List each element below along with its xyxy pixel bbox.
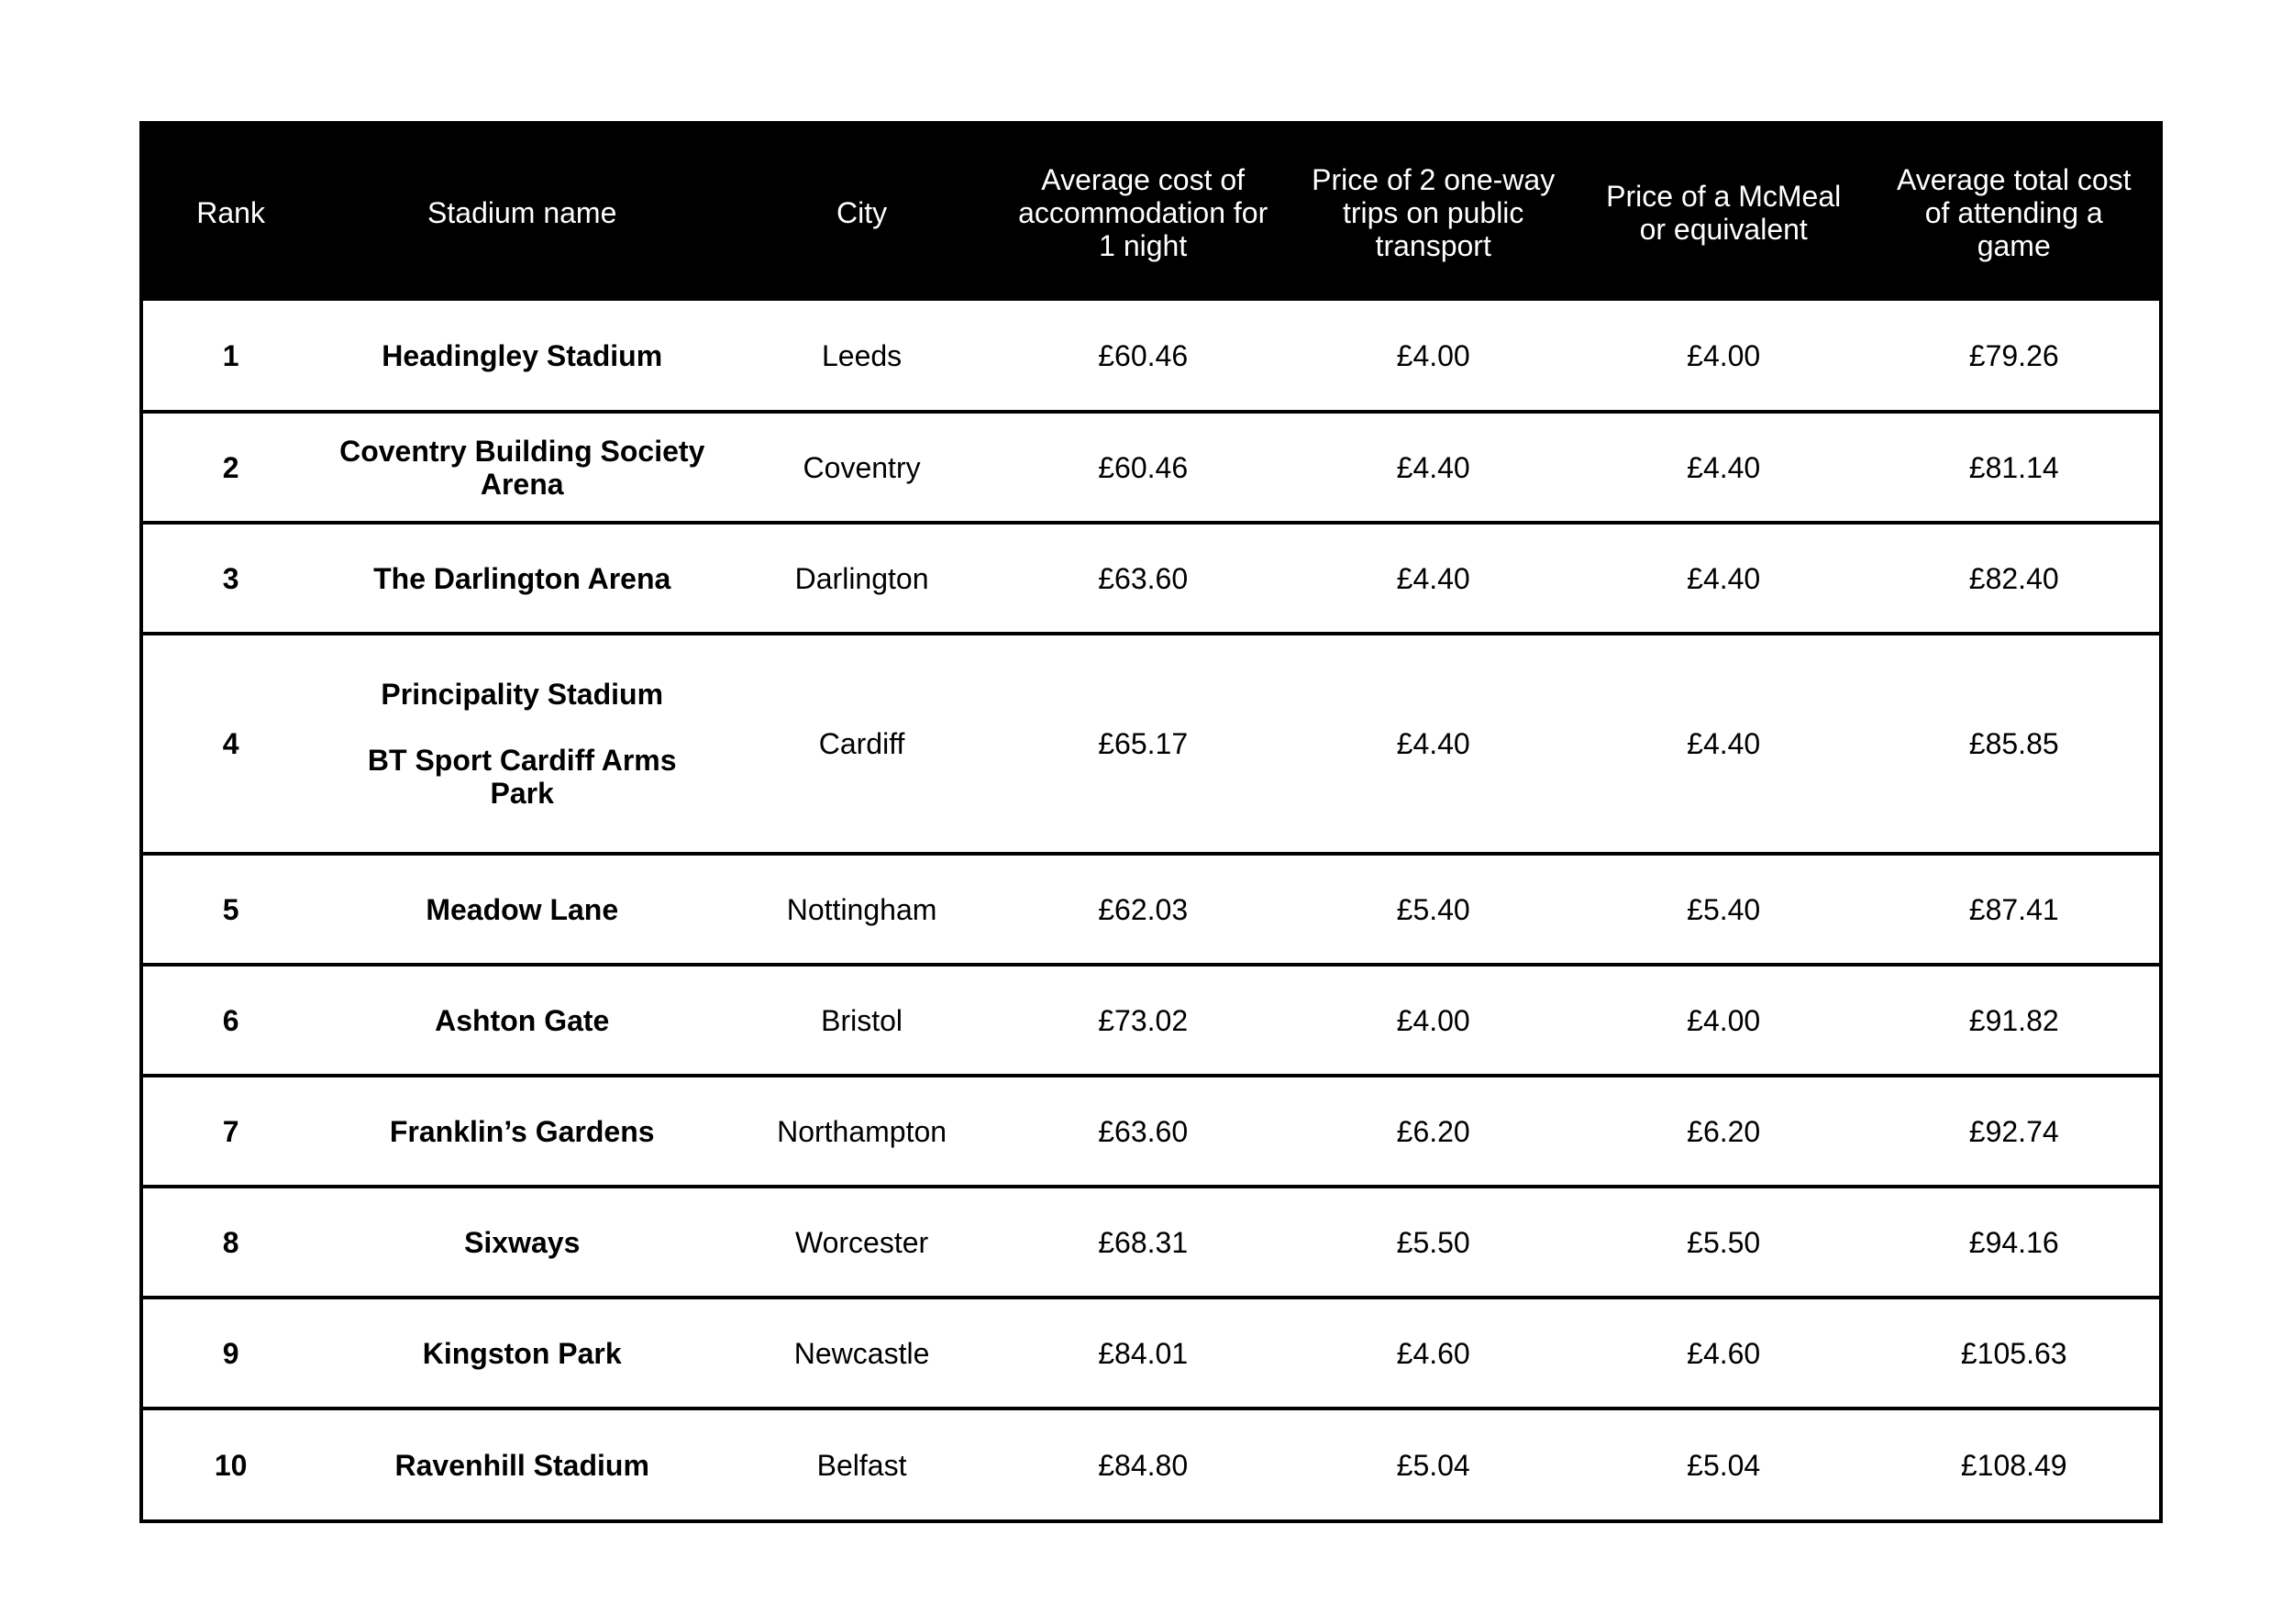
total-cell: £92.74	[1968, 1114, 2059, 1148]
stadium-cell: Ravenhill Stadium	[394, 1448, 649, 1482]
total-cell: £81.14	[1968, 450, 2059, 484]
table-row	[143, 523, 2159, 634]
table-row	[143, 1409, 2159, 1519]
transport-cell: £4.00	[1396, 1003, 1470, 1037]
stadium-cell: Headingley Stadium	[382, 338, 663, 372]
city-cell: Newcastle	[793, 1336, 930, 1370]
meal-cell: £5.40	[1687, 892, 1761, 926]
meal-cell: £4.40	[1687, 450, 1761, 484]
rank-cell: 10	[214, 1448, 248, 1482]
stadium-cell: Ashton Gate	[435, 1003, 610, 1037]
stadium-cell: Kingston Park	[422, 1336, 622, 1370]
city-cell: Leeds	[821, 338, 903, 372]
city-cell: Northampton	[777, 1114, 947, 1148]
meal-cell: £5.50	[1687, 1225, 1761, 1259]
rank-cell: 1	[222, 338, 239, 372]
rank-cell: 9	[222, 1336, 239, 1370]
total-cell: £108.49	[1960, 1448, 2067, 1482]
transport-cell: £4.00	[1396, 338, 1470, 372]
accommodation-cell: £63.60	[1098, 561, 1189, 595]
total-cell: £94.16	[1968, 1225, 2059, 1259]
accommodation-cell: £60.46	[1098, 450, 1189, 484]
rank-cell: 8	[222, 1225, 239, 1259]
table-header	[143, 125, 2159, 301]
accommodation-cell: £68.31	[1098, 1225, 1189, 1259]
total-cell: £85.85	[1968, 727, 2059, 760]
rank-cell: 4	[222, 727, 239, 760]
transport-cell: £5.50	[1396, 1225, 1470, 1259]
accommodation-cell: £60.46	[1098, 338, 1189, 372]
table-row	[143, 301, 2159, 412]
meal-cell: £5.04	[1687, 1448, 1761, 1482]
city-cell: Darlington	[794, 561, 929, 595]
transport-cell: £5.04	[1396, 1448, 1470, 1482]
accommodation-cell: £73.02	[1098, 1003, 1189, 1037]
header-city: City	[836, 196, 888, 229]
rank-cell: 5	[222, 892, 239, 926]
stadium-cell: Coventry Building Society Arena	[339, 434, 705, 501]
city-cell: Cardiff	[818, 727, 905, 760]
total-cell: £87.41	[1968, 892, 2059, 926]
header-row	[143, 125, 2159, 301]
city-cell: Coventry	[803, 450, 921, 484]
transport-cell: £4.40	[1396, 727, 1470, 760]
accommodation-cell: £65.17	[1098, 727, 1189, 760]
stadium-cell: Franklin’s Gardens	[389, 1114, 655, 1148]
stadium-cell: Meadow Lane	[426, 892, 619, 926]
total-cell: £82.40	[1968, 561, 2059, 595]
header-rank: Rank	[196, 196, 265, 229]
table-row	[143, 1076, 2159, 1187]
header-meal: Price of a McMeal or equivalent	[1606, 180, 1842, 246]
header-accommodation: Average cost of accommodation for 1 night	[1018, 163, 1268, 262]
stadium-cost-table	[139, 121, 2163, 1523]
stadium-name-primary: Principality Stadium	[381, 678, 664, 711]
meal-cell: £4.00	[1687, 1003, 1761, 1037]
transport-cell: £6.20	[1396, 1114, 1470, 1148]
header-total: Average total cost of attending a game	[1896, 163, 2132, 262]
transport-cell: £4.40	[1396, 450, 1470, 484]
accommodation-cell: £84.80	[1098, 1448, 1189, 1482]
rank-cell: 6	[222, 1003, 239, 1037]
rank-cell: 7	[222, 1114, 239, 1148]
transport-cell: £4.60	[1396, 1336, 1470, 1370]
accommodation-cell: £84.01	[1098, 1336, 1189, 1370]
total-cell: £79.26	[1968, 338, 2059, 372]
table-row	[143, 854, 2159, 965]
stadium-name-spacer	[337, 711, 707, 744]
rank-cell: 2	[222, 450, 239, 484]
header-transport: Price of 2 one-way trips on public transport	[1312, 163, 1556, 262]
rank-cell: 3	[222, 561, 239, 595]
city-cell: Nottingham	[786, 892, 937, 926]
table-row	[143, 1298, 2159, 1409]
transport-cell: £4.40	[1396, 561, 1470, 595]
total-cell: £105.63	[1960, 1336, 2067, 1370]
table-body	[143, 301, 2159, 1519]
stadium-name-secondary: BT Sport Cardiff Arms Park	[367, 744, 677, 810]
city-cell: Bristol	[821, 1003, 903, 1037]
table-row	[143, 634, 2159, 854]
table-row	[143, 965, 2159, 1076]
total-cell: £91.82	[1968, 1003, 2059, 1037]
city-cell: Worcester	[794, 1225, 929, 1259]
meal-cell: £4.60	[1687, 1336, 1761, 1370]
accommodation-cell: £62.03	[1098, 892, 1189, 926]
stadium-cell: Sixways	[464, 1225, 581, 1259]
city-cell: Belfast	[816, 1448, 907, 1482]
stadium-cell	[318, 634, 726, 854]
meal-cell: £4.40	[1687, 561, 1761, 595]
ranking-table	[143, 125, 2159, 1519]
table-row	[143, 1187, 2159, 1298]
table-row	[143, 412, 2159, 523]
meal-cell: £4.40	[1687, 727, 1761, 760]
stadium-cell: The Darlington Arena	[373, 561, 671, 595]
header-stadium: Stadium name	[427, 196, 617, 229]
accommodation-cell: £63.60	[1098, 1114, 1189, 1148]
meal-cell: £6.20	[1687, 1114, 1761, 1148]
meal-cell: £4.00	[1687, 338, 1761, 372]
transport-cell: £5.40	[1396, 892, 1470, 926]
